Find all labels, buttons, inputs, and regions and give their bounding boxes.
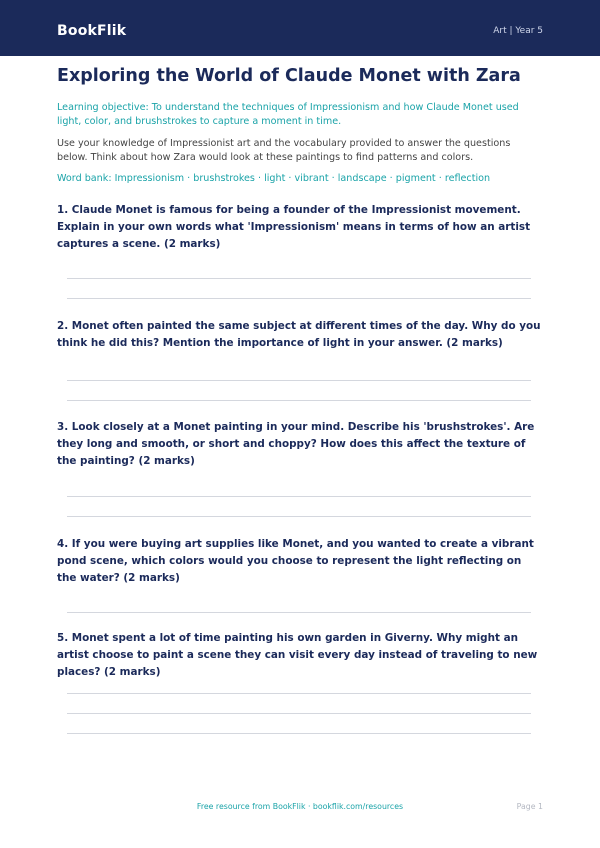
question-1: 1. Claude Monet is famous for being a founder of the Impressionist movement. Explain in your own words what 'Impressionism' means in terms of how an artist captures a scene. (2 marks) <box>57 204 531 250</box>
footer-text: Free resource from BookFlik · bookflik.com/resources <box>196 802 404 811</box>
answer-line[interactable] <box>67 713 531 714</box>
answer-line[interactable] <box>67 298 531 299</box>
answer-line[interactable] <box>67 733 531 734</box>
worksheet-title: Exploring the World of Claude Monet with Zara <box>57 66 521 86</box>
subject-year-label: Art | Year 5 <box>493 26 543 36</box>
page-number: Page 1 <box>516 802 543 811</box>
brand-logo: BookFlik <box>57 23 127 39</box>
instructions: Use your knowledge of Impressionist art and the vocabulary provided to answer the questions below. Think about how Zara would look at these paintings to find patterns and colors. <box>57 138 511 163</box>
answer-line[interactable] <box>67 496 531 497</box>
answer-line[interactable] <box>67 516 531 517</box>
learning-objective: Learning objective: To understand the techniques of Impressionism and how Claude Monet used light, color, and brushstrokes to capture a moment in time. <box>57 102 519 127</box>
answer-line[interactable] <box>67 380 531 381</box>
question-3: 3. Look closely at a Monet painting in your mind. Describe his 'brushstrokes'. Are they long and smooth, or short and choppy? How does this affect the texture of the painting? (2 marks) <box>57 421 535 467</box>
answer-line[interactable] <box>67 612 531 613</box>
question-2: 2. Monet often painted the same subject at different times of the day. Why do you think he did this? Mention the importance of light in your answer. (2 marks) <box>57 320 541 349</box>
question-4: 4. If you were buying art supplies like Monet, and you wanted to create a vibrant pond scene, which colors would you choose to represent the light reflecting on the water? (2 marks) <box>57 538 534 584</box>
header-bar <box>0 0 600 56</box>
answer-line[interactable] <box>67 278 531 279</box>
answer-line[interactable] <box>67 693 531 694</box>
answer-line[interactable] <box>67 400 531 401</box>
word-bank: Word bank: Impressionism · brushstrokes · light · vibrant · landscape · pigment · reflection <box>57 173 491 184</box>
question-5: 5. Monet spent a lot of time painting his own garden in Giverny. Why might an artist choose to paint a scene they can visit every day instead of traveling to new places? (2 marks) <box>57 632 538 678</box>
